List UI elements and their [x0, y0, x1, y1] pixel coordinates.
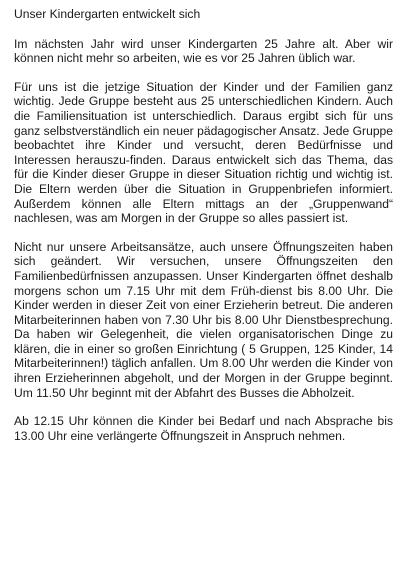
paragraph-situation: Für uns ist die jetzige Situation der Kinder und der Familien ganz wichtig. Jede Gruppe besteht aus 25 unterschiedlichen Kindern. Auch die Familiensituation ist unterschiedlich. Daraus ergibt sich für uns ganz selbstverständlich ein neuer pädagogischer Ansatz. Jede Gruppe beobachtet ihre Kinder und versucht, deren Bedürfnisse und Interessen herauszu-finden. Daraus entwickelt sich das Thema, das für die Kinder dieser Gruppe in dieser Situation richtig und wichtig ist. Die Eltern werden über die Situation in Gruppenbriefen informiert. Außerdem können alle Eltern mittags an der „Gruppenwand“ nachlesen, was am Morgen in der Gruppe so alles passiert ist.	[14, 79, 393, 226]
paragraph-opening-hours: Nicht nur unsere Arbeitsansätze, auch unsere Öffnungszeiten haben sich geändert. Wir versuchen, unsere Öffnungszeiten den Familienbedürfnissen anzupassen. Unser Kindergarten öffnet deshalb morgens schon um 7.15 Uhr mit dem Früh-dienst bis 8.00 Uhr. Die Kinder werden in dieser Zeit von einer Erzieherin betreut. Die anderen Mitarbeiterinnen haben von 7.30 Uhr bis 8.00 Uhr Dienstbesprechung. Da haben wir Gelegenheit, die vielen organisatorischen Dinge zu klären, die in einer so großen Einrichtung ( 5 Gruppen, 125 Kinder, 14 Mitarbeiterinnen!) täglich anfallen. Um 8.00 Uhr werden die Kinder von ihren Erzieherinnen abgeholt, und der Morgen in der Gruppe beginnt. Um 11.50 Uhr beginnt mit der Abfahrt des Busses die Abholzeit.	[14, 239, 393, 400]
document-title: Unser Kindergarten entwickelt sich	[14, 7, 201, 21]
paragraph-intro: Im nächsten Jahr wird unser Kindergarten 25 Jahre alt. Aber wir können nicht mehr so arbeiten, wie es vor 25 Jahren üblich war.	[14, 36, 393, 66]
paragraph-extended-hours: Ab 12.15 Uhr können die Kinder bei Bedarf und nach Absprache bis 13.00 Uhr eine verlängerte Öffnungszeit in Anspruch nehmen.	[14, 414, 393, 443]
